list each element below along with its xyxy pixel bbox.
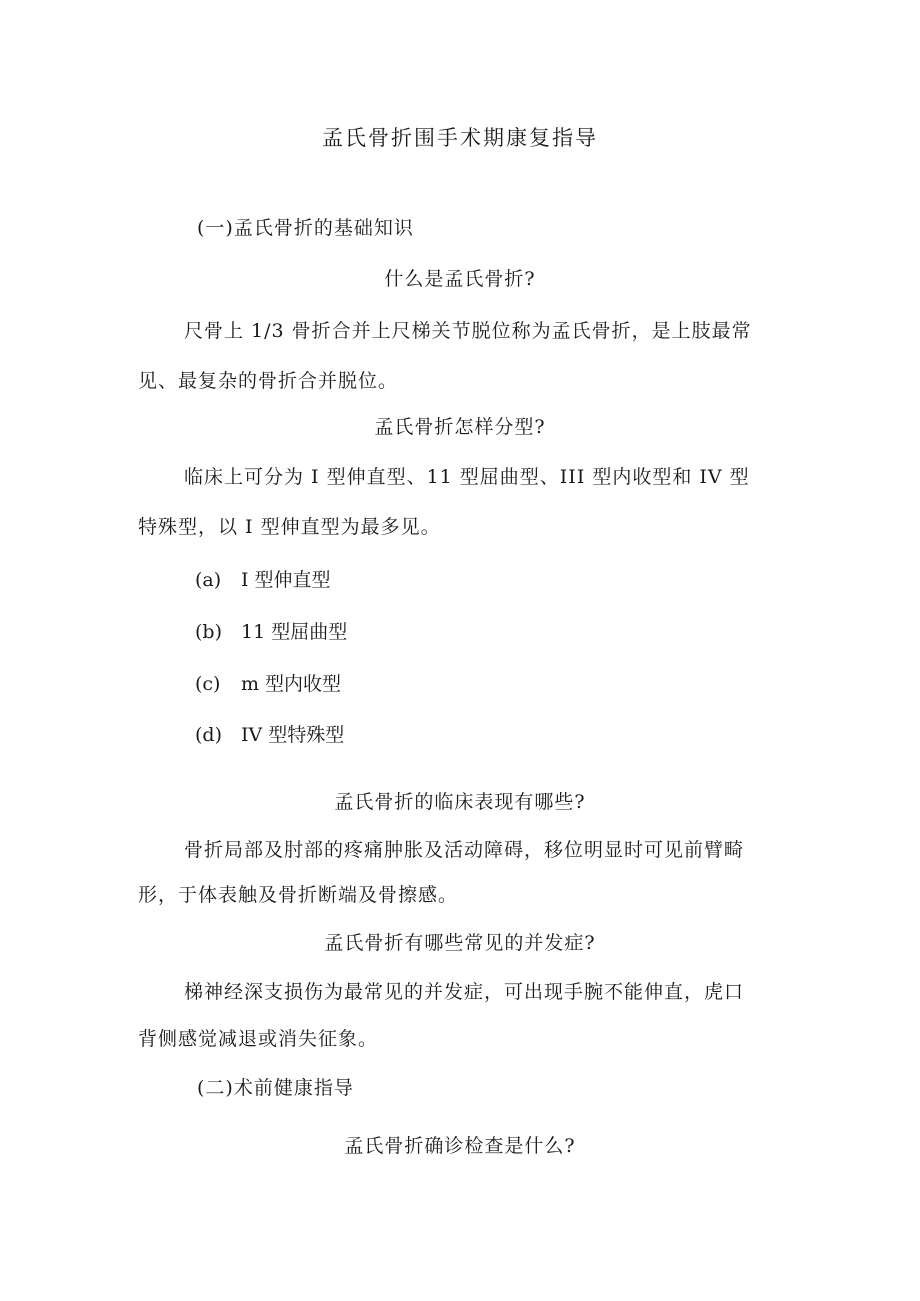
list-marker: (c) xyxy=(195,673,221,695)
section-heading-preop: (二)术前健康指导 xyxy=(197,1077,354,1099)
list-item xyxy=(195,671,341,697)
list-item xyxy=(195,722,344,748)
list-label: I 型伸直型 xyxy=(241,569,331,591)
question-classification: 孟氏骨折怎样分型? xyxy=(374,416,546,438)
question-what-is: 什么是孟氏骨折? xyxy=(384,268,536,290)
list-label: IV 型特殊型 xyxy=(241,724,345,746)
list-marker: (b) xyxy=(195,621,222,643)
answer-what-is-line1: 尺骨上 1/3 骨折合并上尺梯关节脱位称为孟氏骨折，是上肢最常 xyxy=(184,320,752,342)
section-heading-basics: (一)孟氏骨折的基础知识 xyxy=(197,217,414,239)
document-title: 孟氏骨折围手术期康复指导 xyxy=(322,126,598,150)
question-complications: 孟氏骨折有哪些常见的并发症? xyxy=(324,932,596,954)
answer-classification-line1: 临床上可分为 I 型伸直型、11 型屈曲型、III 型内收型和 IV 型 xyxy=(184,466,750,488)
question-diagnosis: 孟氏骨折确诊检查是什么? xyxy=(344,1135,576,1157)
answer-clinical-signs-line1: 骨折局部及肘部的疼痛肿胀及活动障碍，移位明显时可见前臂畸 xyxy=(184,839,745,861)
answer-complications-line2: 背侧感觉减退或消失征象。 xyxy=(138,1028,379,1050)
list-item xyxy=(195,567,331,593)
answer-classification-line2: 特殊型，以 I 型伸直型为最多见。 xyxy=(138,516,441,538)
question-clinical-signs: 孟氏骨折的临床表现有哪些? xyxy=(334,791,586,813)
answer-clinical-signs-line2: 形，于体表触及骨折断端及骨擦感。 xyxy=(138,884,459,906)
answer-what-is-line2: 见、最复杂的骨折合并脱位。 xyxy=(138,370,399,392)
list-label: m 型内收型 xyxy=(241,673,342,695)
list-label: 11 型屈曲型 xyxy=(241,621,348,643)
list-item xyxy=(195,619,347,645)
list-marker: (d) xyxy=(195,724,222,746)
list-marker: (a) xyxy=(195,569,222,591)
answer-complications-line1: 梯神经深支损伤为最常见的并发症，可出现手腕不能伸直，虎口 xyxy=(184,981,745,1003)
